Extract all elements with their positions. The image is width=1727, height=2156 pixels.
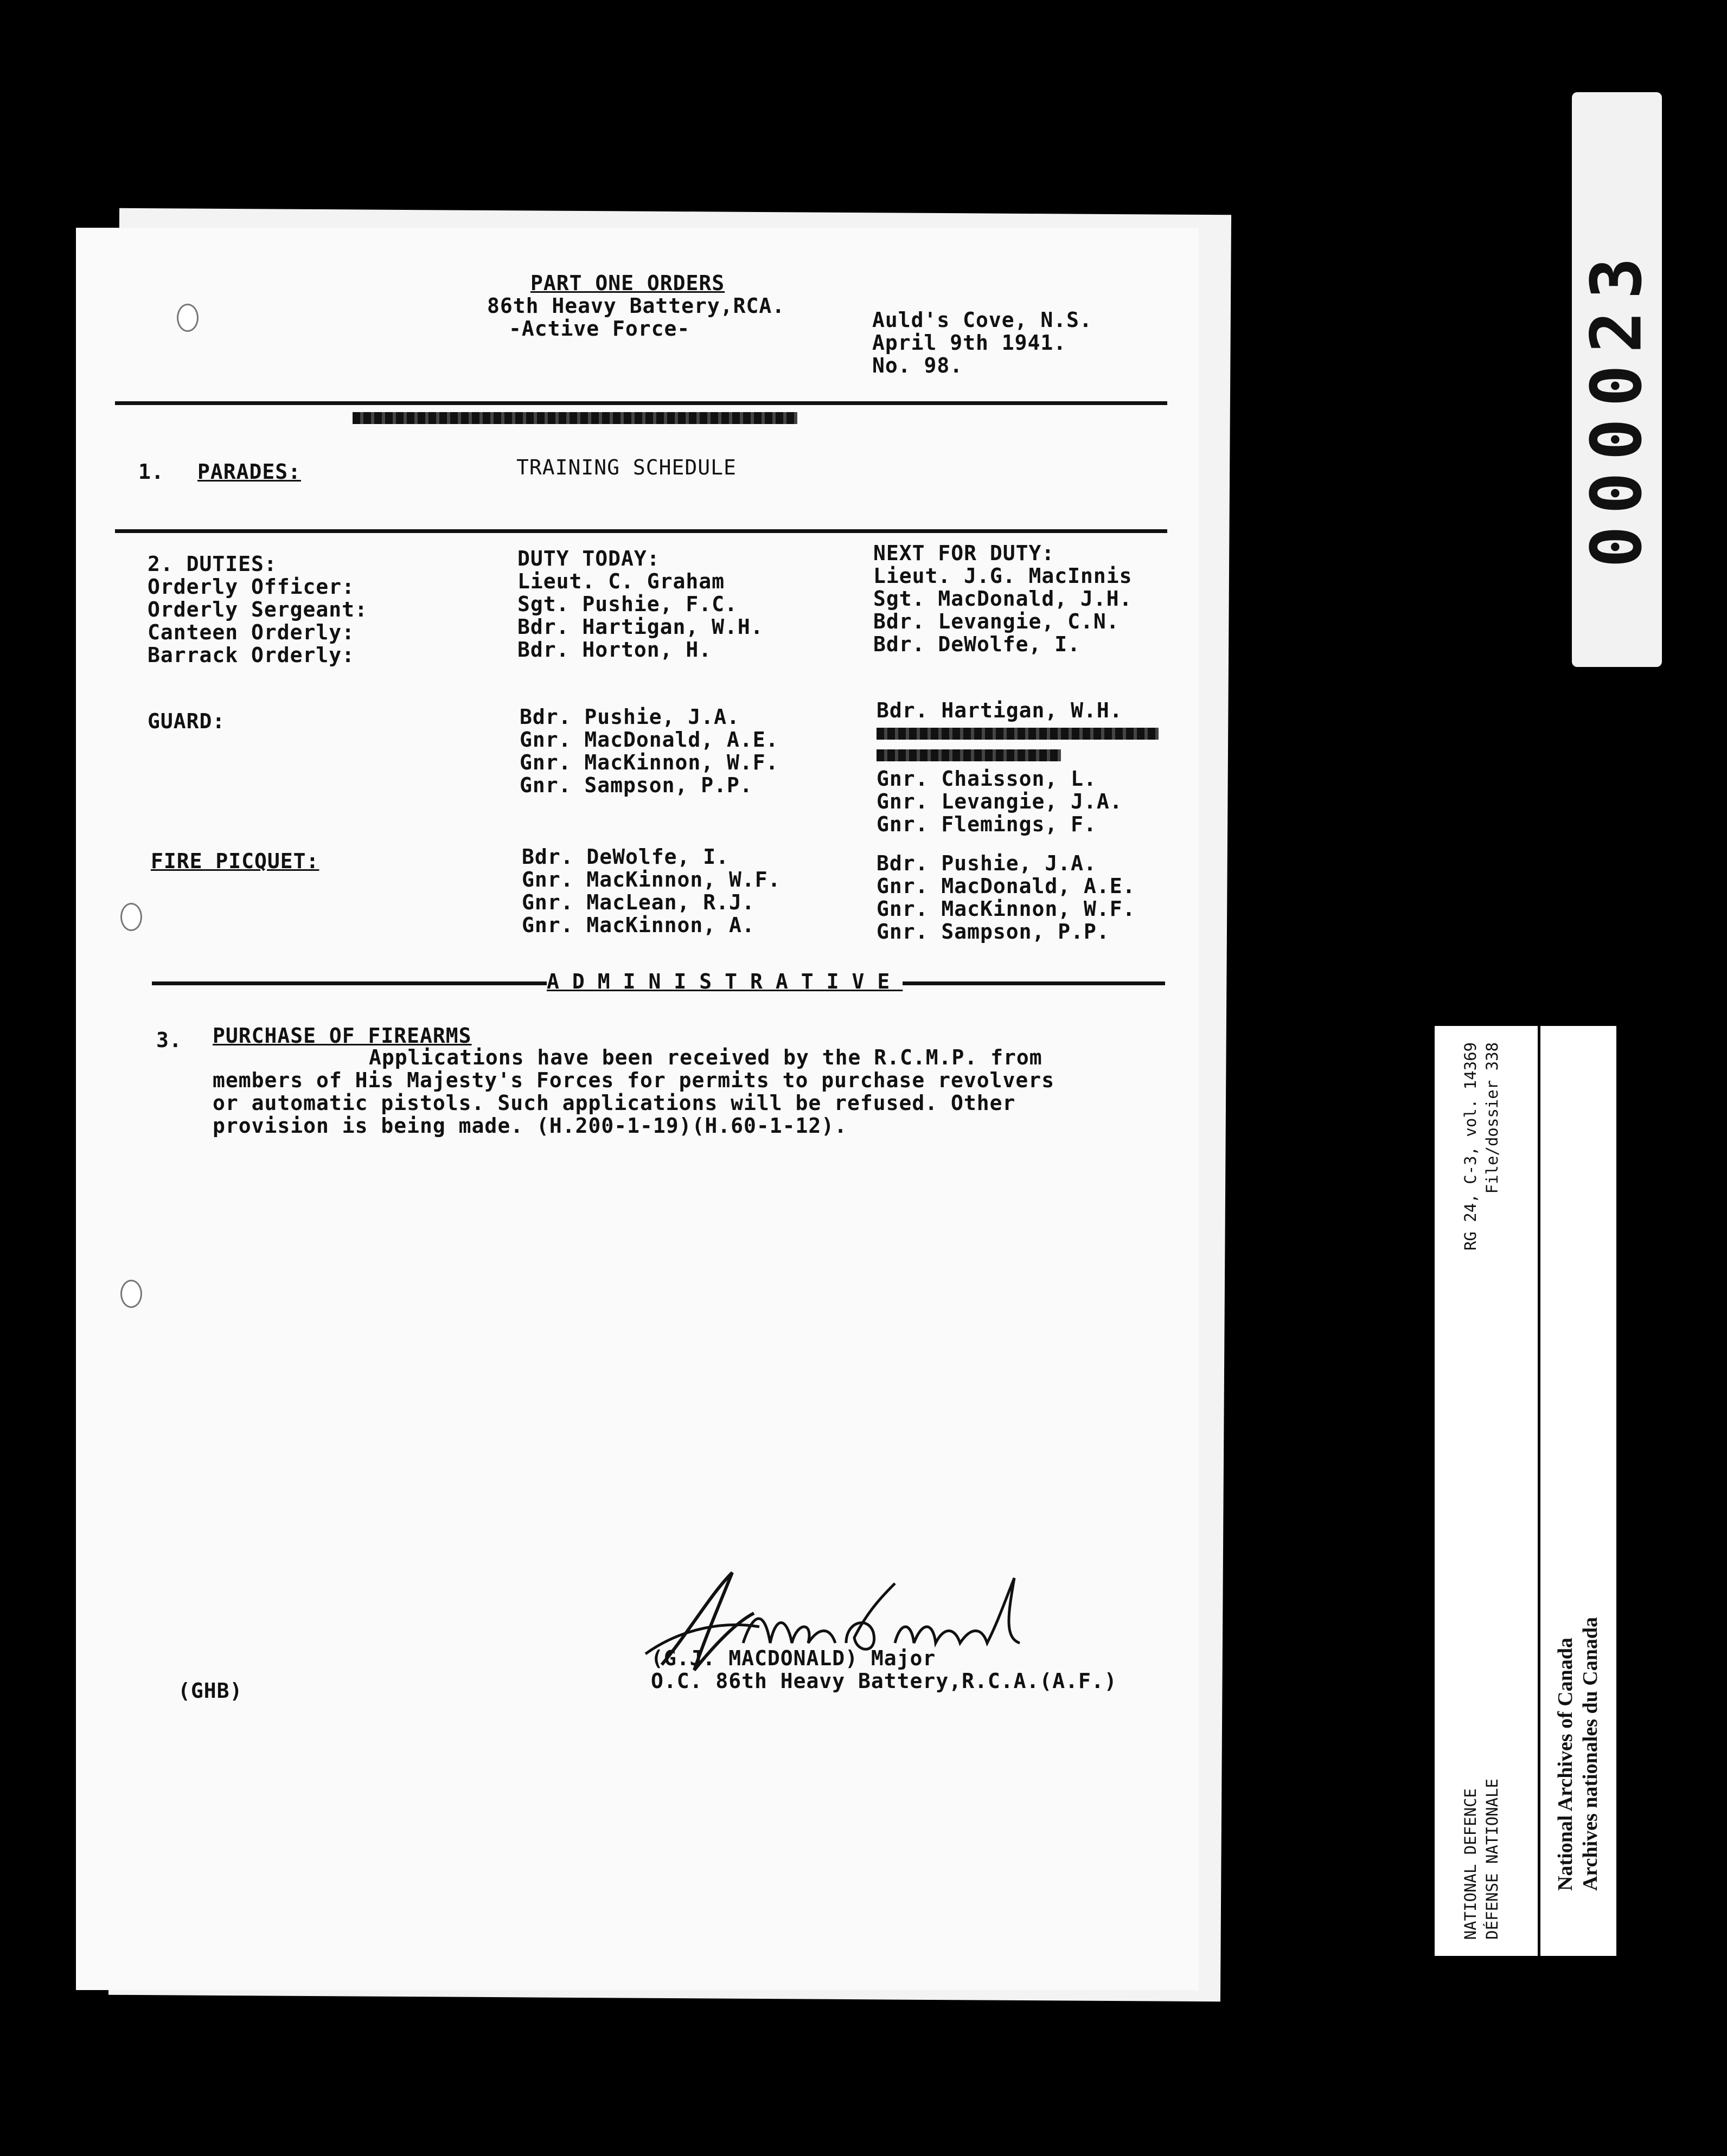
punch-hole bbox=[120, 903, 142, 931]
paragraph-line: Applications have been received by the R.C.M.P. from bbox=[369, 1045, 1042, 1069]
order-number: No. 98. bbox=[872, 354, 963, 377]
duty-today-name: Sgt. Pushie, F.C. bbox=[517, 592, 738, 616]
punch-hole bbox=[177, 304, 199, 332]
duty-today-name: Bdr. Hartigan, W.H. bbox=[517, 615, 764, 639]
next-for-duty-heading: NEXT FOR DUTY: bbox=[873, 541, 1055, 565]
picquet-today-name: Gnr. MacKinnon, A. bbox=[522, 913, 755, 937]
duty-next-name: Sgt. MacDonald, J.H. bbox=[873, 587, 1133, 611]
paragraph-line: provision is being made. (H.200-1-19)(H.60-1-12). bbox=[213, 1114, 848, 1138]
signatory-title: O.C. 86th Heavy Battery,R.C.A.(A.F.) bbox=[651, 1669, 1117, 1693]
section-value: TRAINING SCHEDULE bbox=[516, 455, 737, 479]
picquet-next-name: Gnr. MacKinnon, W.F. bbox=[877, 897, 1136, 921]
picquet-next-name: Gnr. MacDonald, A.E. bbox=[877, 874, 1136, 898]
section-number: 1. bbox=[138, 460, 164, 484]
orders-title: PART ONE ORDERS bbox=[530, 271, 725, 295]
department-fr: DÉFENSE NATIONALE bbox=[1483, 1779, 1501, 1940]
divider-line bbox=[115, 401, 1167, 405]
guard-today-name: Bdr. Pushie, J.A. bbox=[520, 705, 740, 729]
section-label: PARADES: bbox=[197, 460, 302, 484]
guard-label: GUARD: bbox=[148, 709, 226, 733]
file-text: File/dossier 338 bbox=[1483, 1042, 1501, 1194]
reference-text: RG 24, C-3, vol. 14369 bbox=[1461, 1042, 1480, 1251]
guard-next-name: Gnr. Levangie, J.A. bbox=[877, 790, 1123, 813]
duty-next-name: Lieut. J.G. MacInnis bbox=[873, 564, 1133, 588]
duty-today-name: Lieut. C. Graham bbox=[517, 569, 725, 593]
archives-name-label bbox=[1540, 1026, 1616, 1956]
duty-next-name: Bdr. Levangie, C.N. bbox=[873, 609, 1120, 633]
duty-today-name: Bdr. Horton, H. bbox=[517, 638, 712, 662]
paragraph-line: or automatic pistols. Such applications will be refused. Other bbox=[213, 1091, 1016, 1115]
guard-today-name: Gnr. MacDonald, A.E. bbox=[520, 728, 779, 752]
page-number-stamp bbox=[1572, 92, 1662, 667]
force-name: -Active Force- bbox=[509, 317, 690, 341]
struck-out-text bbox=[353, 412, 797, 424]
unit-name: 86th Heavy Battery,RCA. bbox=[487, 294, 785, 318]
guard-next-name: Gnr. Chaisson, L. bbox=[877, 767, 1097, 791]
guard-next-name: Bdr. Hartigan, W.H. bbox=[877, 698, 1123, 722]
picquet-today-name: Bdr. DeWolfe, I. bbox=[522, 845, 730, 869]
department-en: NATIONAL DEFENCE bbox=[1461, 1788, 1480, 1940]
duty-role: Orderly Sergeant: bbox=[148, 598, 368, 621]
duties-heading: 2. DUTIES: bbox=[148, 552, 277, 576]
typist-initials: (GHB) bbox=[178, 1679, 243, 1703]
paragraph-line: members of His Majesty's Forces for permits to purchase revolvers bbox=[213, 1068, 1055, 1092]
section-number: 3. bbox=[156, 1028, 182, 1052]
punch-hole bbox=[120, 1280, 142, 1308]
archive-reference-label bbox=[1435, 1026, 1538, 1956]
guard-next-name: Gnr. Flemings, F. bbox=[877, 812, 1097, 836]
duty-role: Orderly Officer: bbox=[148, 575, 355, 599]
duty-next-name: Bdr. DeWolfe, I. bbox=[873, 632, 1081, 656]
archives-name-en: National Archives of Canada bbox=[1554, 1638, 1577, 1891]
duty-role: Canteen Orderly: bbox=[148, 620, 355, 644]
stamp-number: 000023 bbox=[1576, 245, 1658, 568]
guard-today-name: Gnr. Sampson, P.P. bbox=[520, 773, 753, 797]
document-page bbox=[76, 228, 1199, 1990]
guard-today-name: Gnr. MacKinnon, W.F. bbox=[520, 750, 779, 774]
archives-name-fr: Archives nationales du Canada bbox=[1579, 1616, 1602, 1891]
administrative-heading: ADMINISTRATIVE bbox=[547, 970, 903, 993]
signatory-name: (G.J. MACDONALD) Major bbox=[651, 1646, 936, 1670]
picquet-next-name: Bdr. Pushie, J.A. bbox=[877, 851, 1097, 875]
place: Auld's Cove, N.S. bbox=[872, 308, 1092, 332]
firearms-title: PURCHASE OF FIREARMS bbox=[213, 1024, 472, 1048]
struck-out-entry bbox=[877, 728, 1159, 740]
picquet-today-name: Gnr. MacLean, R.J. bbox=[522, 890, 755, 914]
divider-line bbox=[115, 529, 1167, 533]
fire-picquet-label: FIRE PICQUET: bbox=[151, 849, 319, 873]
struck-out-entry bbox=[877, 749, 1061, 761]
duty-role: Barrack Orderly: bbox=[148, 643, 355, 667]
date: April 9th 1941. bbox=[872, 331, 1067, 355]
duty-today-heading: DUTY TODAY: bbox=[517, 547, 660, 570]
picquet-next-name: Gnr. Sampson, P.P. bbox=[877, 920, 1110, 944]
picquet-today-name: Gnr. MacKinnon, W.F. bbox=[522, 868, 781, 891]
